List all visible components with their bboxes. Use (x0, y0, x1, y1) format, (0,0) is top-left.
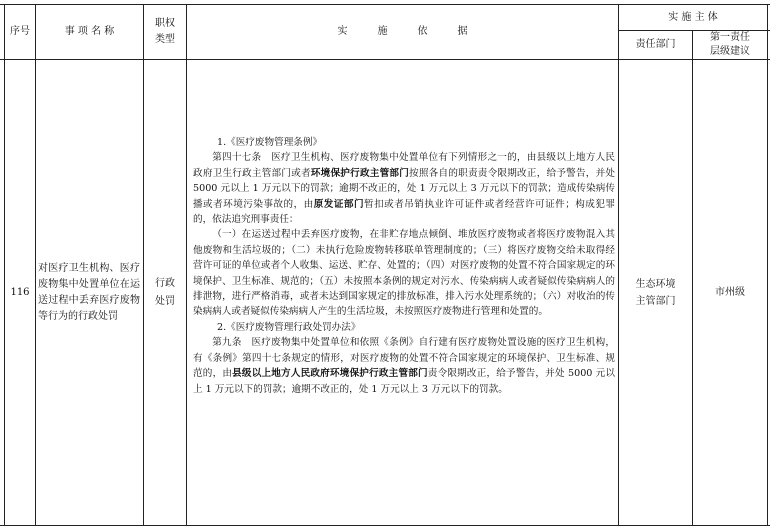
row-power-type-line1: 行政 (155, 277, 175, 289)
law1-article (193, 150, 615, 227)
header-subject (619, 5, 767, 30)
law1-article-part-e: 暂扣或者吊销执业许可证件或者经营许可证件；构成犯罪的，依法追究刑事责任： (193, 198, 616, 226)
law1-article-bold-1: 环境保护行政主管部门 (310, 167, 410, 179)
row-level (693, 60, 767, 525)
header-dept-label: 责任部门 (635, 39, 676, 50)
law2-article-bold: 县级以上地方人民政府环境保护行政主管部门 (232, 368, 428, 380)
header-item-name (36, 5, 143, 59)
law2-article (193, 335, 615, 397)
law2-title: 2.《医疗废物管理行政处罚办法》 (217, 321, 361, 333)
law1-article-bold-2: 原发证部门 (313, 198, 365, 210)
header-level-line1: 第一责任 (710, 32, 750, 43)
law1-title: 1.《医疗废物管理条例》 (217, 137, 323, 148)
row-seq-value: 116 (10, 286, 30, 298)
row-power-type-line2: 处罚 (155, 295, 175, 307)
row-dept-line2: 主管部门 (635, 295, 676, 307)
law1-clauses: （一）在运送过程中丢弃医疗废物，在非贮存地点倾倒、堆放医疗废物或者将医疗废物混入其他废物和生活垃圾的；（二）未执行危险废物转移联单管理制度的；（三）将医疗废物交给未取得经营许可证的单位或者个人收集、运送、贮存、处置的；（四）对医疗废物的处置不符合国家规定的环境保护、卫生标准、规范的；（五）未按照本条例的规定对污水、传染病病人或者疑似传染病病人的排泄物，进行严格消毒，或者未达到国家规定的排放标准，排入污水处理系统的；（六）对收治的传染病病人或者疑似传染病病人产生的生活垃圾，未按照医疗废物进行管理和处置的。 (193, 229, 615, 318)
header-basis-label: 实 施 依 据 (337, 26, 468, 37)
law1-article-part-c: 按照各自的职责责令限期改正，给予警告，并处 5000 元以上 1 万元以下的罚款；逾期不改正的，处 1 万元以上 3 万元以下的罚款；造成传染病传播或者环境污染事故的，由 (193, 167, 616, 210)
row-seq (5, 60, 35, 525)
header-level (693, 31, 767, 59)
header-basis (187, 5, 618, 59)
header-power-type (144, 5, 186, 59)
row-dept (619, 60, 692, 525)
header-seq-label: 序号 (10, 26, 30, 37)
header-subject-label: 实 施 主 体 (668, 11, 718, 23)
law1-article-part-a: 第四十七条 医疗卫生机构、医疗废物集中处置单位有下列情形之一的，由县级以上地方人民政府卫生行政主管部门或者 (193, 152, 615, 179)
table-border-bottom (0, 525, 770, 526)
row-power-type (144, 60, 186, 525)
row-basis (193, 135, 615, 397)
table-border-right (767, 4, 768, 526)
header-seq (5, 5, 35, 59)
law2-article-part-c: 责令限期改正，给予警告，并处 5000 元以上 1 万元以下的罚款；逾期不改正的，处 1 万元以上 3 万元以下的罚款。 (193, 368, 616, 395)
row-item-name-value: 对医疗卫生机构、医疗废物集中处置单位在运送过程中丢弃医疗废物等行为的行政处罚 (38, 262, 140, 322)
row-item-name (38, 60, 140, 525)
header-item-name-label: 事 项 名 称 (64, 26, 115, 37)
row-dept-line1: 生态环境 (635, 278, 676, 290)
header-dept (619, 31, 692, 59)
col-divider-3 (186, 4, 187, 526)
header-power-type-line1: 职权 (155, 18, 175, 29)
col-divider-1 (35, 4, 36, 526)
header-power-type-line2: 类型 (155, 34, 175, 45)
law2-article-part-a: 第九条 医疗废物集中处置单位和依照《条例》自行建有医疗废物处置设施的医疗卫生机构，有《条例》第四十七条规定的情形，对医疗废物的处置不符合国家规定的环境保护、卫生标准、规范的，由 (193, 337, 615, 380)
header-level-line2: 层级建议 (710, 46, 750, 57)
row-level-value: 市州级 (715, 286, 745, 298)
